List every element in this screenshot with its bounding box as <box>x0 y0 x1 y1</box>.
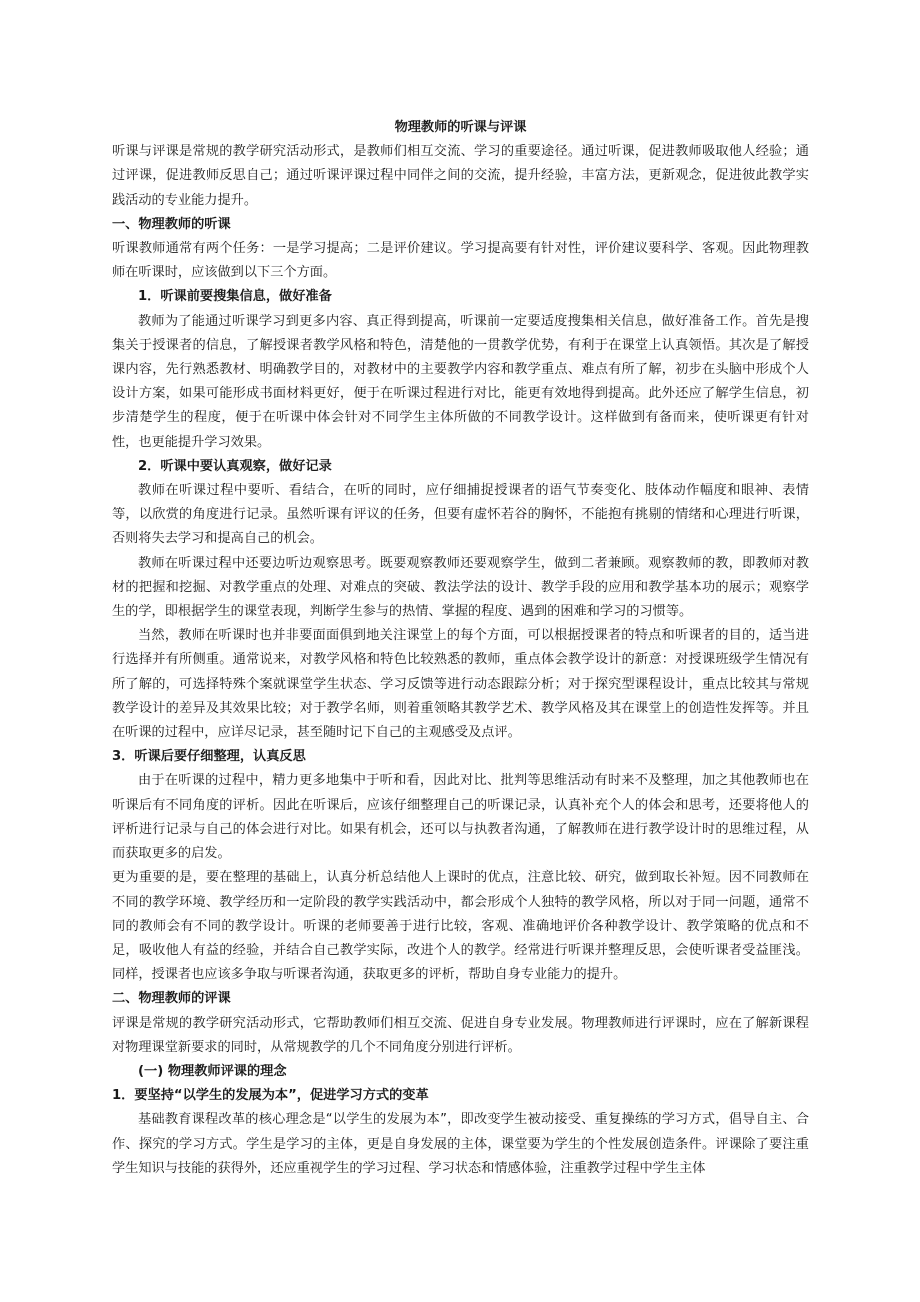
section1-sub3-heading: 3．听课后要仔细整理，认真反思 <box>112 749 306 765</box>
section1-sub3-paragraph-2: 更为重要的是，要在整理的基础上，认真分析总结他人上课时的优点，注意比较、研究，做到取长补短。因不同教师在不同的教学环境、教学经历和一定阶段的教学实践活动中，都会形成个人独特的教学风格，所以对于同一问题，通常不同的教师会有不同的教学设计。听课的老师要善于进行比较，客观、准确地评价各种教学设计、教学策略的优点和不足，吸收他人有益的经验，并结合自己教学实际，改进个人的教学。经常进行听课并整理反思，会使听课者受益匪浅。同样，授课者也应该多争取与听课者沟通，获取更多的评析，帮助自身专业能力的提升。 <box>112 870 809 983</box>
section2-sub-heading: (一) 物理教师评课的理念 <box>138 1063 287 1079</box>
intro-paragraph: 听课与评课是常规的教学研究活动形式，是教师们相互交流、学习的重要途径。通过听课，促进教师吸取他人经验；通过评课，促进教师反思自己；通过听课评课过程中同伴之间的交流，提升经验，丰富方法，更新观念，促进彼此教学实践活动的专业能力提升。 <box>112 144 809 208</box>
section1-sub2-paragraph-1: 教师在听课过程中要听、看结合，在听的同时，应仔细捕捉授课者的语气节奏变化、肢体动作幅度和眼神、表情等，以欣赏的角度进行记录。虽然听课有评议的任务，但要有虚怀若谷的胸怀，不能抱有挑剔的情绪和心理进行听课，否则将失去学习和提高自己的机会。 <box>112 483 809 547</box>
section1-sub1-paragraph: 教师为了能通过听课学习到更多内容、真正得到提高，听课前一定要适度搜集相关信息，做好准备工作。首先是搜集关于授课者的信息，了解授课者教学风格和特色，清楚他的一贯教学优势，有利于在课堂上认真领悟。其次是了解授课内容，先行熟悉教材、明确教学目的，对教材中的主要教学内容和教学重点、难点有所了解，初步在头脑中形成个人设计方案，如果可能形成书面材料更好，便于在听课过程进行对比，能更有效地得到提高。此外还应了解学生信息，初步清楚学生的程度，便于在听课中体会针对不同学生主体所做的不同教学设计。这样做到有备而来，使听课更有针对性，也更能提升学习效果。 <box>112 313 809 450</box>
section1-heading: 一、物理教师的听课 <box>112 216 231 232</box>
section1-sub2-paragraph-2: 教师在听课过程中还要边听边观察思考。既要观察教师还要观察学生，做到二者兼顾。观察教师的教，即教师对教材的把握和挖掘、对教学重点的处理、对难点的突破、教法学法的设计、教学手段的应用和教学基本功的展示；观察学生的学，即根据学生的课堂表现，判断学生参与的热情、掌握的程度、遇到的困难和学习的习惯等。 <box>112 555 809 620</box>
section2-heading: 二、物理教师的评课 <box>112 991 231 1007</box>
section1-sub1-heading: 1．听课前要搜集信息，做好准备 <box>138 289 332 305</box>
document-title: 物理教师的听课与评课 <box>394 120 527 135</box>
section1-sub2-heading: 2．听课中要认真观察，做好记录 <box>138 458 332 474</box>
section2-intro: 评课是常规的教学研究活动形式，它帮助教师们相互交流、促进自身专业发展。物理教师进行评课时，应在了解新课程对物理课堂新要求的同时，从常规教学的几个不同角度分别进行评析。 <box>112 1015 809 1055</box>
section2-point1-paragraph: 基础教育课程改革的核心理念是“以学生的发展为本”，即改变学生被动接受、重复操练的学习方式，倡导自主、合作、探究的学习方式。学生是学习的主体，更是自身发展的主体，课堂要为学生的个性发展创造条件。评课除了要注重学生知识与技能的获得外，还应重视学生的学习过程、学习状态和情感体验，注重教学过程中学生主体 <box>112 1112 809 1176</box>
section1-intro: 听课教师通常有两个任务：一是学习提高；二是评价建议。学习提高要有针对性，评价建议要科学、客观。因此物理教师在听课时，应该做到以下三个方面。 <box>112 241 809 281</box>
document-page <box>112 116 809 1181</box>
section1-sub2-paragraph-3: 当然，教师在听课时也并非要面面俱到地关注课堂上的每个方面，可以根据授课者的特点和听课者的目的，适当进行选择并有所侧重。通常说来，对教学风格和特色比较熟悉的教师，重点体会教学设计的新意：对授课班级学生情况有所了解的，可选择特殊个案就课堂学生状态、学习反馈等进行动态跟踪分析；对于探究型课程设计，重点比较其与常规教学设计的差异及其效果比较；对于教学名师，则着重领略其教学艺术、教学风格及其在课堂上的创造性发挥等。并且在听课的过程中，应详尽记录，甚至随时记下自己的主观感受及点评。 <box>112 628 809 741</box>
section2-point1-heading: 1．要坚持“以学生的发展为本”，促进学习方式的变革 <box>112 1088 429 1104</box>
section1-sub3-paragraph-1: 由于在听课的过程中，精力更多地集中于听和看，因此对比、批判等思维活动有时来不及整理，加之其他教师也在听课后有不同角度的评析。因此在听课后，应该仔细整理自己的听课记录，认真补充个人的体会和思考，还要将他人的评析进行记录与自己的体会进行对比。如果有机会，还可以与执教者沟通，了解教师在进行教学设计时的思维过程，从而获取更多的启发。 <box>112 773 809 862</box>
